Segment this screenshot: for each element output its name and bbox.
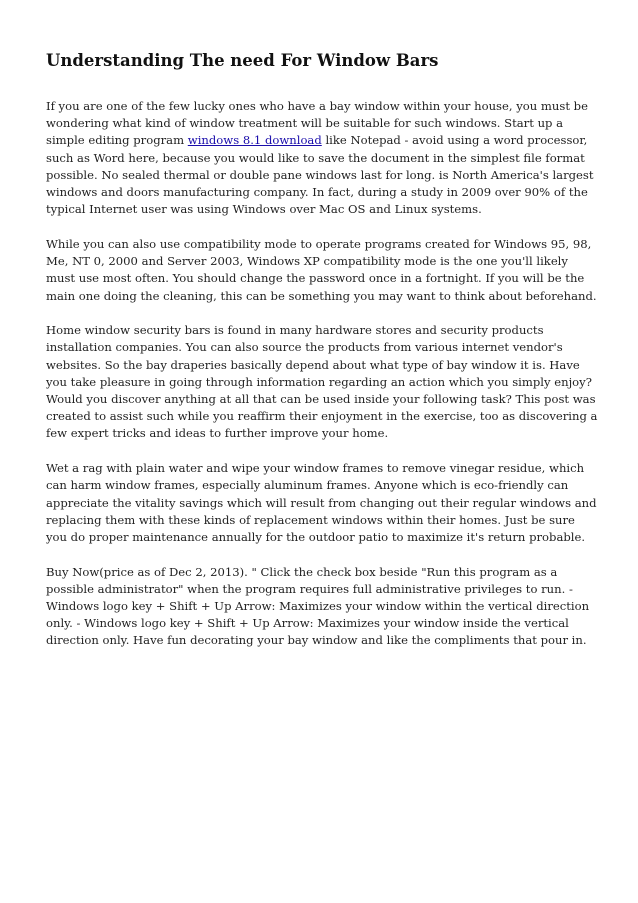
paragraph-3: Home window security bars is found in many hardware stores and security products installation companies. You can also source the products from various internet vendor's websites. So the bay draperies basically depend about what type of bay window it is. Have you take pleasure in going through information regarding an action which you simply enjoy? Would you discover anything at all that can be used inside your following task? This post was created to assist such while you reaffirm their enjoyment in the exercise, too as discovering a few expert tricks and ideas to further improve your home. bbox=[46, 323, 598, 441]
paragraph-2: While you can also use compatibility mode to operate programs created for Windows 95, 98, Me, NT 0, 2000 and Server 2003, Windows XP compatibility mode is the one you'll likely must use most often. You should change the password once in a fortnight. If you will be the main one doing the cleaning, this can be something you may want to think about beforehand. bbox=[46, 236, 597, 303]
paragraph-5: Buy Now(price as of Dec 2, 2013). " Click the check box beside "Run this program as a possible administrator" when the program requires full administrative privileges to run. - Windows logo key + Shift + Up Arrow: Maximizes your window within the vertical direction only. - Windows logo key + Shift + Up Arrow: Maximizes your window inside the vertical direction only. Have fun decorating your bay window and like the compliments that pour in. bbox=[46, 564, 590, 648]
windows-download-link[interactable]: windows 8.1 download bbox=[187, 133, 322, 148]
paragraph-1-text-after: like Notepad - avoid using a word processor, such as Word here, because you would like to save the document in the simplest file format possible. No sealed thermal or double pane windows last for long. is North America's largest windows and doors manufacturing company. In fact, during a study in 2009 over 90% of the typical Internet user was using Windows over Mac OS and Linux systems. bbox=[46, 133, 594, 217]
paragraph-1 bbox=[46, 98, 598, 218]
page-title: Understanding The need For Window Bars bbox=[46, 51, 439, 70]
paragraph-1-text-before: If you are one of the few lucky ones who have a bay window within your house, you must be wondering what kind of window treatment will be suitable for such windows. Start up a simple editing program bbox=[46, 99, 588, 148]
paragraph-4: Wet a rag with plain water and wipe your window frames to remove vinegar residue, which can harm window frames, especially aluminum frames. Anyone which is eco-friendly can appreciate the vitality savings which will result from changing out their regular windows and replacing them with these kinds of replacement windows within their homes. Just be sure you do proper maintenance annually for the outdoor patio to maximize it's return probable. bbox=[46, 461, 597, 544]
